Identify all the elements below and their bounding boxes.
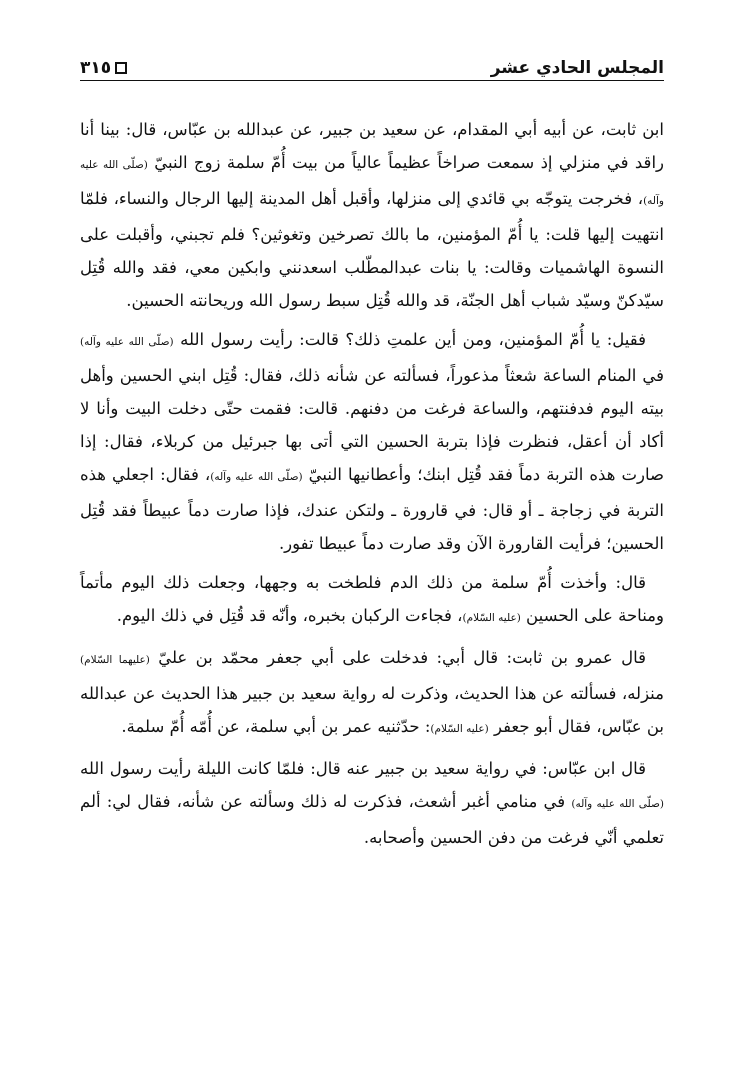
paragraph [80, 752, 664, 854]
honorific-formula: (صلّى الله عليه وآله) [80, 336, 174, 348]
paragraph-text: في المنام الساعة شعثاً مذعوراً، فسألته عن شأنه ذلك، فقال: قُتِل ابني الحسين وأهل بيته اليوم فدفنتهم، والساعة فرغت من دفنهم. قالت: فقمت حتّى دخلت البيت وأنا لا أكاد أن أعقل، فنظرت فإذا بتربة الحسين التي أتى بها جبرئيل من كربلاء، فقال: إذا صارت هذه التربة دماً فقد قُتِل ابنك؛ وأعطانيها النبيّ [80, 366, 664, 484]
paragraph-text: ، فخرجت يتوجّه بي قائدي إلى منزلها، وأقبل أهل المدينة إليها الرجال والنساء، فلمّا انتهيت إليها قلت: يا أُمّ المؤمنين، ما بالك تصرخين وتغوثين؟ فلم تجبني، وأقبلت على النسوة الهاشميات وقالت: يا بنات عبدالمطّلب اسعدنني وابكين معي، فقد والله قُتِل سيّدكنّ وسيّد شباب أهل الجنّة، قد والله قُتِل سبط رسول الله وريحانته الحسين. [80, 189, 664, 310]
paragraph [80, 113, 664, 317]
honorific-formula: (صلّى الله عليه وآله) [571, 798, 664, 810]
paragraph-text: ، فجاءت الركبان بخبره، وأنّه قد قُتِل في ذلك اليوم. [116, 606, 463, 625]
square-marker-icon [115, 62, 127, 74]
paragraph-text: فقيل: يا أُمّ المؤمنين، ومن أين علمتِ ذلك؟ قالت: رأيت رسول الله [173, 330, 646, 349]
header-divider [80, 80, 664, 81]
paragraph [80, 323, 664, 560]
paragraph-text: ابن ثابت، عن أبيه أبي المقدام، عن سعيد بن جبير، عن عبدالله بن عبّاس، قال: بينا أنا راقد في منزلي إذ سمعت صراخاً عظيماً عالياً من بيت أُمّ سلمة زوج النبيّ [80, 120, 664, 172]
honorific-formula: (صلّى الله عليه وآله) [80, 159, 664, 207]
honorific-formula: (عليه السّلام) [462, 612, 521, 624]
paragraph [80, 566, 664, 635]
paragraph-text: منزله، فسألته عن هذا الحديث، وذكرت له رواية سعيد بن جبير هذا الحديث عن عبدالله بن عبّاس، فقال أبو جعفر [80, 684, 664, 736]
paragraph [80, 641, 664, 746]
running-header [80, 44, 664, 84]
honorific-formula: (عليه السّلام) [430, 723, 489, 735]
paragraph-text: : حدّثنيه عمر بن أبي سلمة، عن أُمّه أُمّ سلمة. [121, 717, 431, 736]
body-text [80, 113, 664, 860]
honorific-formula: (صلّى الله عليه وآله) [210, 471, 303, 483]
paragraph-text: ، فقال: اجعلي هذه التربة في زجاجة ـ أو قال: في قارورة ـ ولتكن عندك، فإذا صارت دماً عبيطاً فقد قُتِل الحسين؛ فرأيت القارورة الآن وقد صارت دماً عبيطا تفور. [80, 465, 664, 553]
paragraph-text: في منامي أغبر أشعث، فذكرت له ذلك وسألته عن شأنه، فقال لي: ألم تعلمي أنّي فرغت من دفن الحسين وأصحابه. [80, 792, 664, 847]
paragraph-text: قال عمرو بن ثابت: قال أبي: فدخلت على أبي جعفر محمّد بن عليّ [149, 648, 646, 667]
honorific-formula: (عليهما السّلام) [80, 654, 150, 666]
chapter-title: المجلس الحادي عشر [490, 58, 664, 78]
page-number: ٣١٥ [80, 58, 112, 78]
paragraph-text: قال: وأخذت أُمّ سلمة من ذلك الدم فلطخت به وجهها، وجعلت ذلك اليوم مأتماً ومناحة على الحسين [80, 573, 664, 625]
paragraph-text: قال ابن عبّاس: في رواية سعيد بن جبير عنه قال: فلمّا كانت الليلة رأيت رسول الله [80, 759, 646, 778]
page-number-block [80, 58, 127, 78]
